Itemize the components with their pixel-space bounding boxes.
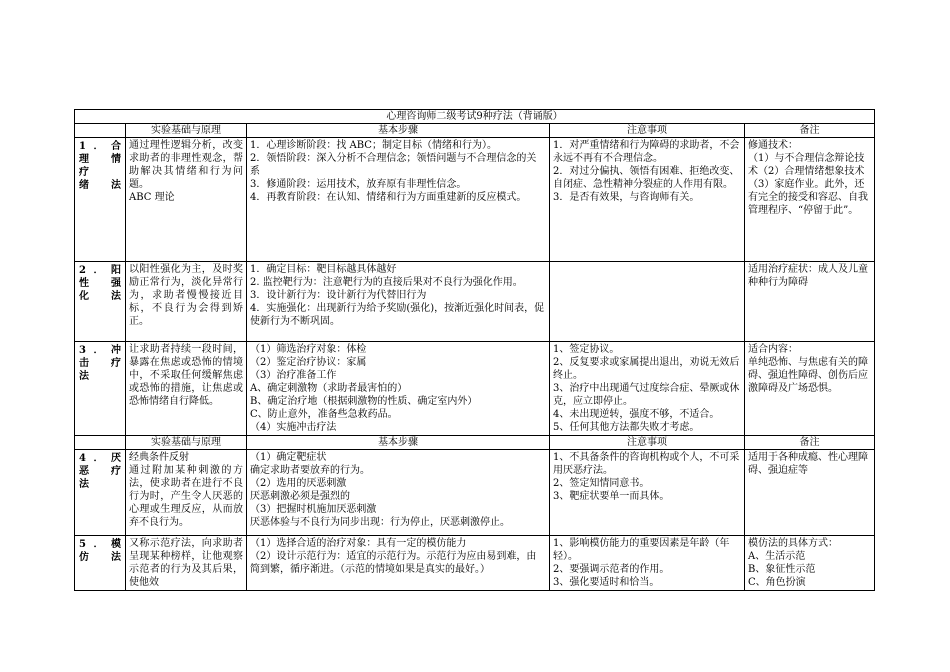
steps-cell [247,138,550,262]
basis-line: 让求助者持续一段时间，暴露在焦虑或恐怖的情境中，不采取任何缓解焦虑或恐怖的措施，让焦虑或恐怖情绪自行降低。 [129,344,243,407]
step-line: （4）实施冲击疗法 [250,422,337,433]
step-line: （1）筛选治疗对象：体检 [250,344,367,355]
step-line: 4．再教育阶段：在认知、情绪和行为方面重建新的反应模式。 [250,192,527,203]
step-line: （3）治疗准备工作 [250,370,337,381]
step-line: 1．心理诊断阶段：找 ABC；制定目标（情绪和行为）。 [250,140,497,151]
therapy-name [75,342,126,436]
note-line: 3、强化要适时和恰当。 [553,577,660,588]
name-line: 绪法 [79,180,121,191]
header-basis: 实验基础与原理 [126,436,247,450]
steps-cell [247,342,550,436]
therapy-name [75,262,126,342]
name-line: 3．冲 [79,345,121,356]
note-line: 4、未出现逆转，强度不够，不适合。 [553,409,720,420]
step-line: （2）鉴定治疗协议：家属 [250,357,367,368]
remarks-cell [745,138,875,262]
table-row [75,342,875,436]
basis-cell [126,536,247,591]
step-line: 4．实施强化：出现新行为给予奖励(强化)，按渐近强化时间表，促使新行为不断巩固。 [250,303,545,327]
therapy-table-sheet [74,109,874,591]
step-line: 厌恶体验与不良行为同步出现：行为停止，厌恶刺激停止。 [250,517,510,528]
notes-cell [550,536,745,591]
note-line: 1、签定协议。 [553,344,620,355]
remark-line: A、生活示范 [748,551,806,562]
remark-line: 修通技术： [748,140,798,151]
notes-cell [550,342,745,436]
remarks-cell [745,342,875,436]
remarks-cell [745,262,875,342]
step-line: 1．确定目标：靶目标越具体越好 [250,264,397,275]
basis-line: 又称示范疗法，向求助者呈现某种榜样，让他观察示范者的行为及其后果，使他效 [129,538,243,588]
step-line: 2．领悟阶段：深入分析不合理信念；领悟问题与不合理信念的关系 [250,153,537,177]
notes-cell [550,262,745,342]
step-line: 2. 监控靶行为：注意靶行为的直接后果对不良行为强化作用。 [250,277,523,288]
step-line: 3．设计新行为：设计新行为代替旧行为 [250,290,427,301]
step-line: C、防止意外，准备些急救药品。 [250,409,398,420]
table-row [75,450,875,536]
remark-line: （1）与不合理信念辩论技术（2）合理情绪想象技术（3）家庭作业。此外，还有完全的接受和容忍、自我管理程序、“停留于此”。 [748,153,868,216]
steps-cell [247,262,550,342]
therapy-name [75,450,126,536]
note-line: 5、任何其他方法都失败才考虑。 [553,422,700,433]
remark-line: C、角色扮演 [748,577,806,588]
note-line: 1、不具备条件的咨询机构或个人，不可采用厌恶疗法。 [553,452,740,476]
name-line: 2．阳 [79,265,121,276]
name-line: 5．模 [79,539,121,550]
basis-line: 通过附加某种刺激的方法，使求助者在进行不良行为时，产生令人厌恶的心理或生理反应，从而放弃不良行为。 [129,465,243,528]
header-basis: 实验基础与原理 [126,124,247,138]
header-blank [75,436,126,450]
therapy-table [74,109,875,591]
note-line: 2、反复要求或家属提出退出，劝说无效后终止。 [553,357,740,381]
name-line: 4．厌 [79,453,121,464]
header-notes: 注意事项 [550,124,745,138]
note-line: 3、治疗中出现通气过度综合症、晕厥或休克，应立即停止。 [553,383,740,407]
name-line: 法 [79,479,89,490]
remark-line: 适用治疗症状：成人及儿童种种行为障碍 [748,264,868,288]
table-row [75,536,875,591]
header-steps: 基本步骤 [247,436,550,450]
table-row [75,262,875,342]
remark-line: 适用于各种成瘾、性心理障碍、强迫症等 [748,452,868,476]
note-line: 2、签定知情同意书。 [553,478,650,489]
therapy-name [75,138,126,262]
header-row [75,124,875,138]
step-line: B、确定治疗地（根据刺激物的性质、确定室内外） [250,396,478,407]
basis-line: 经典条件反射 [129,452,189,463]
step-line: 确定求助者要放弃的行为。 [250,465,370,476]
name-line: 仿法 [79,552,121,563]
basis-cell [126,262,247,342]
basis-line: 以阳性强化为主，及时奖励正常行为，淡化异常行为，求助者慢慢接近目标，不良行为会得到矫正。 [129,264,243,327]
name-line: 性 强 [79,278,121,289]
remark-line: 适合内容： [748,344,798,355]
notes-cell [550,450,745,536]
remark-line: 单纯恐怖、与焦虑有关的障碍、强迫性障碍、创伤后应激障碍及广场恐惧。 [748,357,868,394]
basis-line: 通过理性逻辑分析，改变求助者的非理性观念，帮助解决其情绪和行为问题。 [129,140,243,190]
step-line: （1）确定靶症状 [250,452,327,463]
step-line: （1）选择合适的治疗对象：具有一定的模仿能力 [250,538,467,549]
note-line: 1、影响模仿能力的重要因素是年龄（年轻）。 [553,538,730,562]
remark-line: 模仿法的具体方式： [748,538,838,549]
note-line: 2．对过分偏执、领悟有困难、拒绝改变、自闭症、急性精神分裂症的人作用有限。 [553,166,740,190]
header-remarks: 备注 [745,124,875,138]
therapy-name [75,536,126,591]
note-line: 2、要强调示范者的作用。 [553,564,670,575]
remarks-cell [745,450,875,536]
header-row-repeat [75,436,875,450]
note-line: 1．对严重情绪和行为障碍的求助者，不会永远不再有不合理信念。 [553,140,740,164]
basis-cell [126,138,247,262]
name-line: 疗 [79,167,89,178]
table-row [75,138,875,262]
name-line: 化法 [79,291,121,302]
steps-cell [247,450,550,536]
title-row [75,110,875,124]
header-steps: 基本步骤 [247,124,550,138]
name-line: 1．合 [79,141,121,152]
note-line: 3、靶症状要单一而具体。 [553,491,670,502]
name-line: 恶 疗 [79,466,121,477]
step-line: 3．修通阶段：运用技术，放弃原有非理性信念。 [250,179,467,190]
step-line: A、确定刺激物（求助者最害怕的） [250,383,408,394]
header-blank [75,124,126,138]
step-line: 厌恶刺激必须是强烈的 [250,491,350,502]
basis-cell [126,342,247,436]
steps-cell [247,536,550,591]
name-line: 理 情 [79,154,121,165]
name-line: 击 疗 [79,358,121,369]
step-line: （2）选用的厌恶刺激 [250,478,347,489]
step-line: （2）设计示范行为：适宜的示范行为。示范行为应由易到难，由简到繁，循序渐进。（示范的情境如果是真实的最好。） [250,551,537,575]
basis-line: ABC 理论 [129,192,175,203]
note-line: 3．是否有效果，与咨询师有关。 [553,192,700,203]
basis-cell [126,450,247,536]
remarks-cell [745,536,875,591]
remark-line: B、象征性示范 [748,564,816,575]
name-line: 法 [79,371,89,382]
header-notes: 注意事项 [550,436,745,450]
step-line: （3）把握时机施加厌恶刺激 [250,504,377,515]
notes-cell [550,138,745,262]
header-remarks: 备注 [745,436,875,450]
page-title: 心理咨询师二级考试9种疗法（背诵版） [75,110,875,124]
